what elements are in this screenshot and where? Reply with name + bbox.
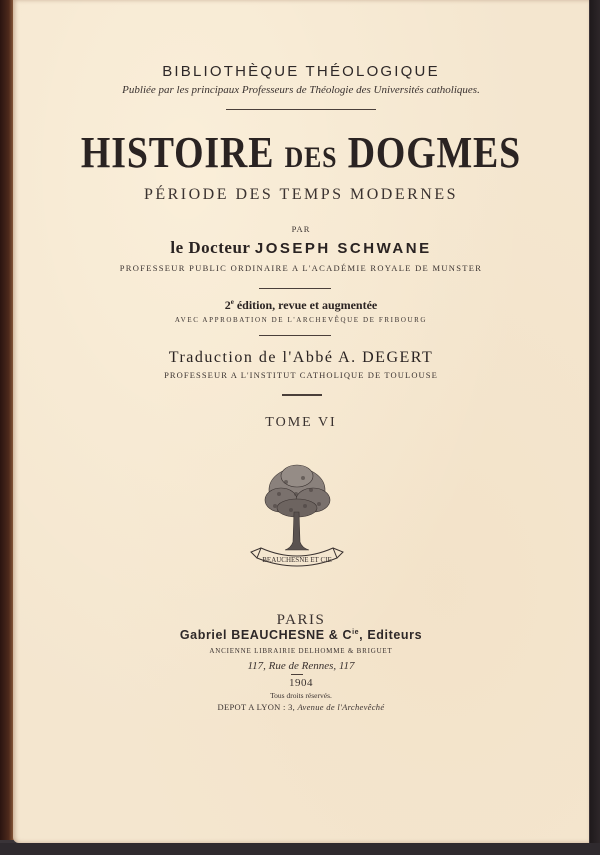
rights-notice: Tous droits réservés. (270, 691, 332, 700)
depot-prefix: DEPOT A LYON : 3, (217, 702, 298, 712)
author-name: JOSEPH SCHWANE (254, 240, 432, 257)
edition-text: édition, revue et augmentée (233, 298, 378, 312)
background-edge (590, 0, 600, 855)
divider (226, 109, 376, 110)
volume-label: TOME VI (265, 415, 337, 430)
title-word-histoire: HISTOIRE (80, 128, 275, 177)
publisher-sup: ie (352, 628, 360, 636)
author-position: PROFESSEUR PUBLIC ORDINAIRE A L'ACADÉMIE ROYALE DE MUNSTER (119, 263, 483, 273)
title-word-dogmes: DOGMES (347, 128, 522, 177)
emblem-banner-text: BEAUCHESNE ET CIE (262, 556, 332, 564)
tree-emblem-icon (241, 460, 353, 576)
publisher-address: 117, Rue de Rennes, 117 (247, 660, 355, 672)
cover-content (13, 0, 589, 843)
publication-year: 1904 (289, 677, 313, 689)
divider (282, 394, 322, 396)
book-cover (13, 0, 589, 843)
edition-line (13, 298, 589, 313)
book-subtitle: PÉRIODE DES TEMPS MODERNES (143, 186, 459, 203)
depot-line (13, 702, 589, 712)
depot-street: Avenue de l'Archevêché (297, 702, 385, 712)
edition-number: 2 (224, 298, 231, 312)
author-prefix: le Docteur (170, 238, 251, 257)
divider (259, 288, 331, 289)
edition-superscript: e (230, 298, 234, 306)
publisher-name: Gabriel BEAUCHESNE & C (179, 628, 353, 642)
divider (259, 335, 331, 336)
background-edge-bottom (0, 843, 600, 855)
publisher-suffix: , Editeurs (359, 628, 423, 642)
translator-line: Traduction de l'Abbé A. DEGERT (168, 349, 434, 366)
translator-position: PROFESSEUR A L'INSTITUT CATHOLIQUE DE TOULOUSE (164, 370, 438, 380)
book-title (53, 127, 548, 178)
by-label: PAR (291, 224, 311, 234)
author-line (13, 238, 589, 258)
series-subtitle: Publiée par les principaux Professeurs de Théologie des Universités catholiques. (122, 84, 480, 96)
approbation: AVEC APPROBATION DE L'ARCHEVÊQUE DE FRIBOURG (174, 316, 428, 324)
imprint-city: PARIS (276, 612, 326, 628)
former-publisher: ANCIENNE LIBRAIRIE DELHOMME & BRIGUET (209, 647, 393, 655)
title-word-des: DES (284, 141, 338, 174)
publisher-line (13, 628, 589, 642)
series-name: BIBLIOTHÈQUE THÉOLOGIQUE (162, 63, 440, 80)
divider (291, 674, 303, 675)
